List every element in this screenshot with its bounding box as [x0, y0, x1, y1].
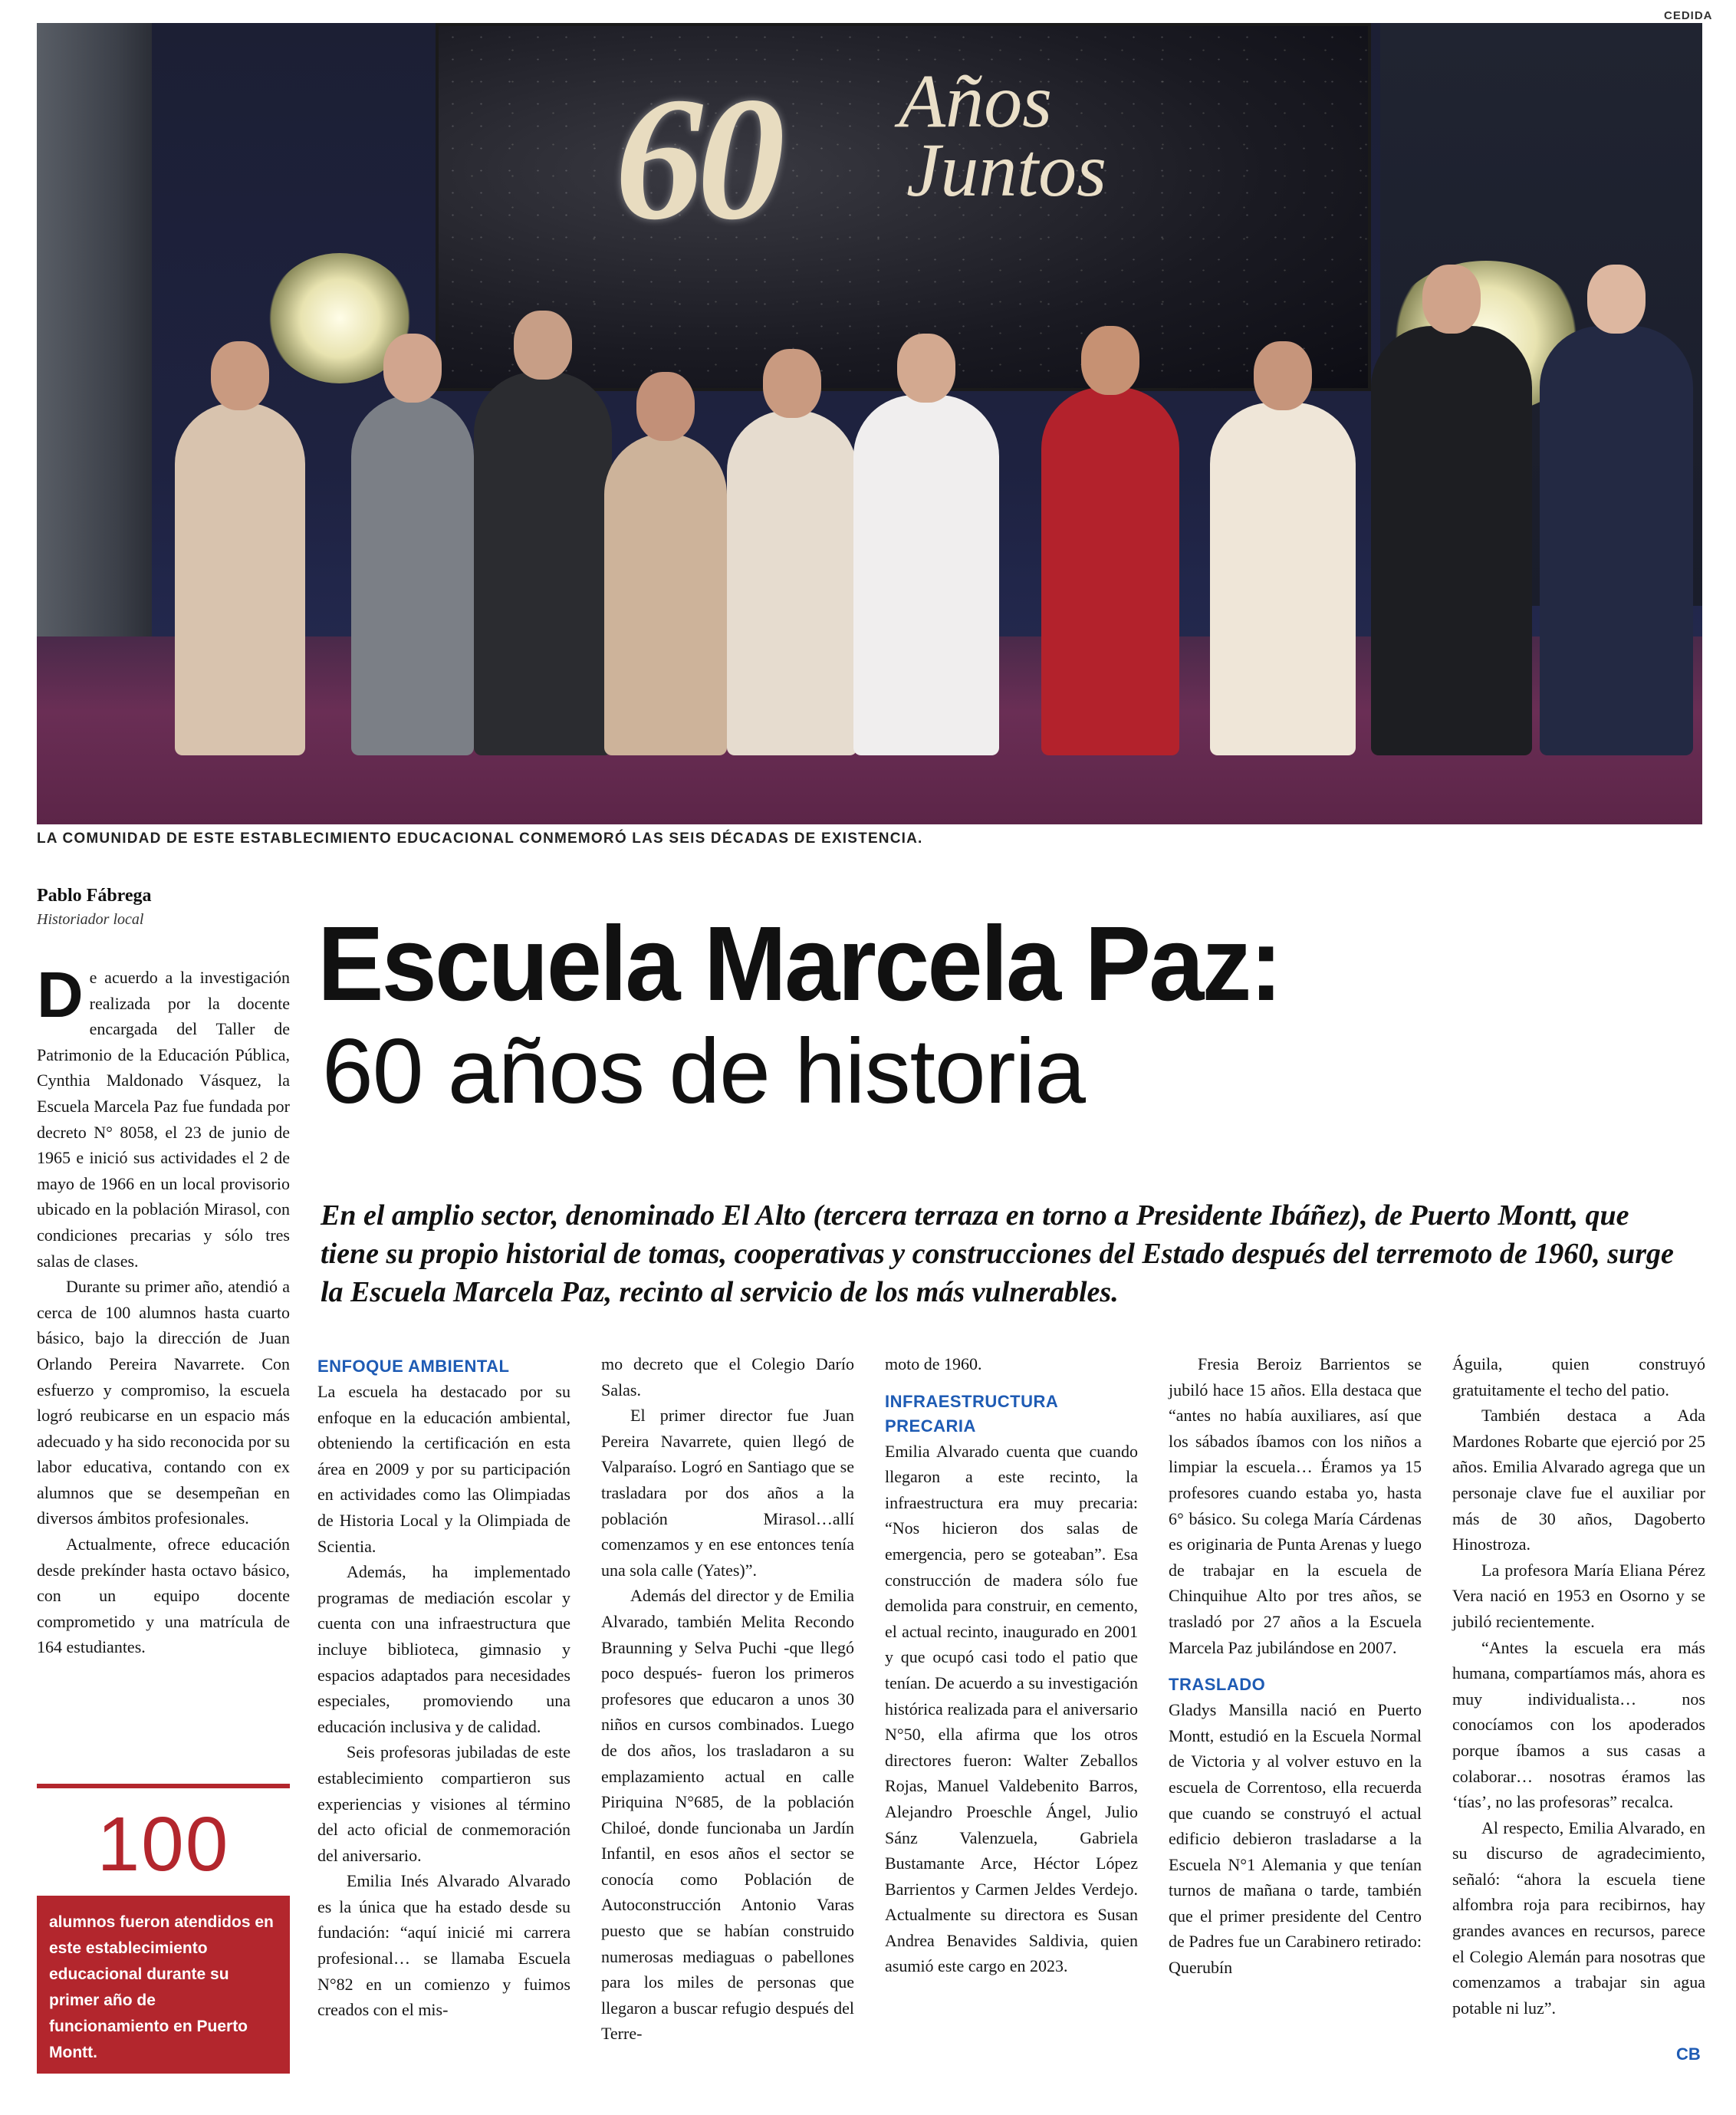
paragraph: El primer director fue Juan Pereira Navarrete, quien llegó de Valparaíso. Logró en Santiago que se trasladara por dos años a la población Mirasol…allí comenzamos y en ese entonces tenía una sola calle (Yates)”.: [601, 1406, 854, 1580]
paragraph: Emilia Alvarado cuenta que cuando llegaron a este recinto, la infraestructura era muy precaria: “Nos hicieron dos salas de emergencia, pero se goteaban”. Esa construcción de madera sólo fue demolida para construir, en cemento, el actual recinto, inaugurado en 2001 y que ocupó casi todo el patio que tenían. De acuerdo a su investigación histórica realizada para el aniversario N°50, ella afirma que los otros directores fueron: Walter Zeballos Rojas, Manuel Valdebenito Barros, Alejandro Proeschle Ángel, Julio Sánz Valenzuela, Gabriela Bustamante Arce, Héctor López Barrientos y Carmen Jeldes Verdejo. Actualmente su directora es Susan Andrea Benavides Saldivia, quien asumió este cargo en 2023.: [885, 1441, 1138, 1976]
person: [474, 372, 612, 755]
person: [175, 403, 305, 755]
article-column-5: [1169, 1351, 1422, 1981]
screen-number: 60: [615, 61, 779, 256]
author-role: Historiador local: [37, 911, 144, 928]
paragraph: Además, ha implementado programas de mediación escolar y cuenta con una infraestructura que incluye biblioteca, gimnasio y espacios adaptados para necesidades especiales, promoviendo una educación inclusiva y de calidad.: [317, 1562, 570, 1736]
paragraph: Seis profesoras jubiladas de este establecimiento compartieron sus experiencias y visiones al término del acto oficial de conmemoración del aniversario.: [317, 1742, 570, 1865]
person: [727, 410, 857, 755]
paragraph: Actualmente, ofrece educación desde prekínder hasta octavo básico, con un equipo docente comprometido y una matrícula de 164 estudiantes.: [37, 1534, 290, 1657]
paragraph: “Antes la escuela era más humana, compartíamos más, ahora es muy individualista… nos conocíamos con los apoderados porque íbamos a sus casas a colaborar… nosotras éramos las ‘tías’, no las profesoras” recalca.: [1452, 1637, 1705, 1812]
article-column-6: [1452, 1351, 1705, 2021]
paragraph: De acuerdo a la investigación realizada por la docente encargada del Taller de Patrimonio de la Educación Pública, Cynthia Maldonado Vásquez, la Escuela Marcela Paz fue fundada por decreto N° 8058, el 23 de junio de 1965 e inició sus actividades el 2 de mayo de 1966 en un local provisorio ubicado en la población Mirasol, con condiciones precarias y sólo tres salas de clases.: [37, 959, 290, 1271]
paragraph: mo decreto que el Colegio Darío Salas.: [601, 1354, 854, 1400]
stat-text: alumnos fueron atendidos en este establecimiento educacional durante su primer año de funcionamiento en Puerto Montt.: [37, 1896, 290, 2074]
lead-paragraph: En el amplio sector, denominado El Alto (tercera terraza en torno a Presidente Ibáñez), de Puerto Montt, que tiene su propio historial de tomas, cooperativas y construcciones del Estado después del terremoto de 1960, surge la Escuela Marcela Paz, recinto al servicio de los más vulnerables.: [321, 1199, 1674, 1308]
article-column-3: [601, 1351, 854, 2047]
anniversary-screen: [436, 23, 1371, 391]
article-column-4: [885, 1351, 1138, 1979]
photo-pillar: [37, 23, 152, 636]
section-heading: TRASLADO: [1169, 1675, 1266, 1695]
person: [1540, 326, 1693, 755]
article-column-1: [37, 959, 290, 1660]
section-heading: INFRAESTRUCTURA PRECARIA: [885, 1391, 1059, 1436]
event-photo: [37, 23, 1702, 824]
screen-line1: Años: [899, 58, 1052, 143]
drop-cap: D: [37, 959, 84, 1031]
end-mark-icon: CB: [1676, 2044, 1701, 2064]
subheadline: 60 años de historia: [322, 1020, 1086, 1123]
paragraph: Gladys Mansilla nació en Puerto Montt, estudió en la Escuela Normal de Victoria y al volver estuvo en la escuela de Correntoso, ella recuerda que cuando se construyó el actual edificio debieron trasladarse a la Escuela N°1 Alemania y que tenían turnos de mañana o tarde, también que el primer presidente del Centro de Padres fue un Carabinero retirado: Querubín: [1169, 1700, 1422, 1978]
screen-line2: Juntos: [906, 127, 1107, 212]
paragraph: La profesora María Eliana Pérez Vera nació en 1953 en Osorno y se jubiló recientemente.: [1452, 1560, 1705, 1631]
section-heading: ENFOQUE AMBIENTAL: [317, 1357, 510, 1376]
stat-number: 100: [97, 1801, 230, 1887]
paragraph: Además del director y de Emilia Alvarado, también Melita Recondo Braunning y Selva Puchi -que llegó poco después- fueron los primeros profesores que educaron a unos 30 niños en cursos combinados. Luego de dos años, los trasladaron a su emplazamiento actual en calle Piriquina N°685, de la población Chiloé, donde funcionaba un Jardín Infantil, en esos años el sector se conocía como Población de Autoconstrucción Antonio Varas puesto que se habían construido numerosas mediaguas o pabellones para los miles de personas que llegaron a buscar refugio después del Terre-: [601, 1586, 854, 2044]
person: [853, 395, 999, 755]
author-name: Pablo Fábrega: [37, 886, 152, 906]
paragraph: La escuela ha destacado por su enfoque en la educación ambiental, obteniendo la certificación en esta área en 2009 y por su participación en actividades como las Olimpiadas de Historia Local y la Olimpiada de Scientia.: [317, 1382, 570, 1556]
paragraph: Águila, quien construyó gratuitamente el techo del patio.: [1452, 1354, 1705, 1400]
person: [1041, 387, 1179, 755]
article-column-2: [317, 1351, 570, 2023]
headline: Escuela Marcela Paz:: [317, 905, 1281, 1023]
person: [1371, 326, 1532, 755]
paragraph: moto de 1960.: [885, 1354, 982, 1373]
photo-credit: CEDIDA: [1664, 9, 1713, 22]
stat-box: [37, 1784, 290, 2069]
paragraph: Durante su primer año, atendió a cerca de 100 alumnos hasta cuarto básico, bajo la dirección de Juan Orlando Pereira Navarrete. Con esfuerzo y compromiso, la escuela logró reubicarse en un espacio más adecuado y ha sido reconocida por su labor educativa, contando con ex alumnos que se desempeñan en diversos ámbitos profesionales.: [37, 1277, 290, 1528]
paragraph: Emilia Inés Alvarado Alvarado es la única que ha estado desde su fundación: “aquí inicié mi carrera profesional… se llamaba Escuela N°82 en un comienzo y fuimos creados con el mis-: [317, 1871, 570, 2020]
photo-caption: LA COMUNIDAD DE ESTE ESTABLECIMIENTO EDUCACIONAL CONMEMORÓ LAS SEIS DÉCADAS DE EXISTENCIA.: [37, 831, 923, 847]
person: [351, 395, 474, 755]
paragraph: Al respecto, Emilia Alvarado, en su discurso de agradecimiento, señaló: “ahora la escuela tiene alfombra roja para recibirnos, hay grandes avances en recursos, parece el Colegio Alemán para nosotras que comenzamos a trabajar sin agua potable ni luz”.: [1452, 1817, 1705, 2018]
person: [604, 433, 727, 755]
paragraph: También destaca a Ada Mardones Robarte que ejerció por 25 años. Emilia Alvarado agrega que un personaje clave fue el auxiliar por más de 30 años, Dagoberto Hinostroza.: [1452, 1406, 1705, 1554]
paragraph: Fresia Beroiz Barrientos se jubiló hace 15 años. Ella destaca que “antes no había auxiliares, así que los sábados íbamos con los niños a limpiar la escuela… Éramos ya 15 profesores cuando estaba yo, hasta 6° básico. Su colega María Cárdenas es originaria de Punta Arenas y luego de trabajar en la escuela de Chinquihue Alto por tres años, se trasladó por 27 años a la Escuela Marcela Paz jubilándose en 2007.: [1169, 1354, 1422, 1657]
person: [1210, 403, 1356, 755]
